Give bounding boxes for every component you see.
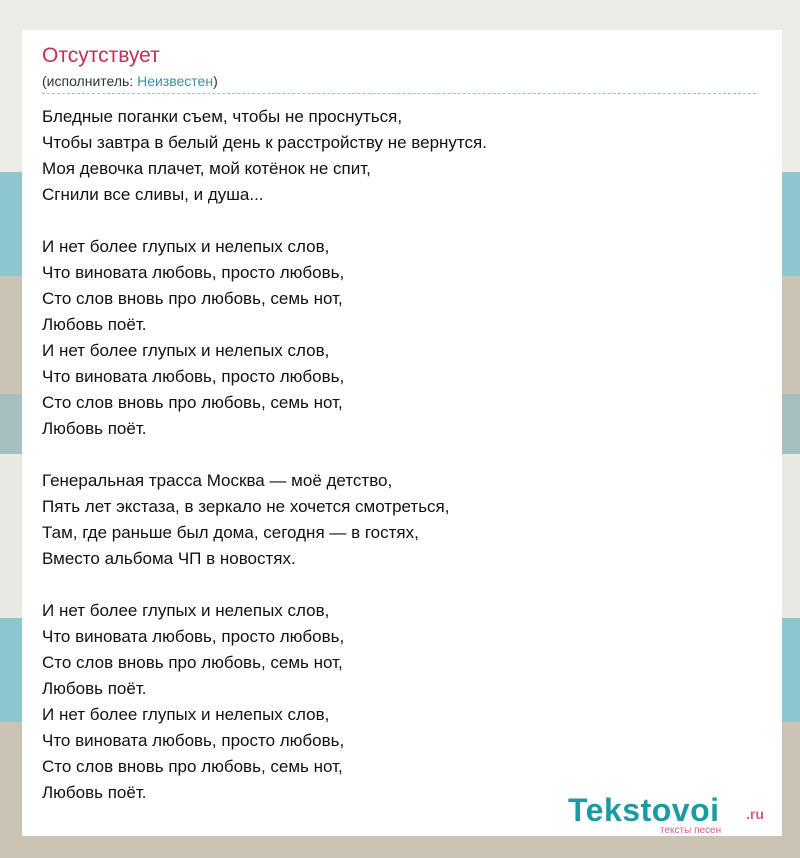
lyrics-text: [42, 104, 756, 806]
lyric-line: Любовь поёт.: [42, 315, 147, 334]
lyric-line: Сто слов вновь про любовь, семь нот,: [42, 393, 343, 412]
lyric-line: Сто слов вновь про любовь, семь нот,: [42, 653, 343, 672]
lyric-line: Любовь поёт.: [42, 419, 147, 438]
lyrics-card: [22, 30, 782, 836]
artist-link[interactable]: Неизвестен: [137, 73, 214, 89]
lyric-line: Сгнили все сливы, и душа...: [42, 185, 264, 204]
lyric-line: Что виновата любовь, просто любовь,: [42, 263, 345, 282]
song-title: Отсутствует: [42, 44, 160, 67]
lyric-line: Любовь поёт.: [42, 679, 147, 698]
logo-domain: .ru: [746, 806, 764, 822]
logo-wordmark: Tekstovoi: [568, 792, 720, 828]
lyric-line: Что виновата любовь, просто любовь,: [42, 367, 345, 386]
lyric-line: Чтобы завтра в белый день к расстройству не вернутся.: [42, 133, 487, 152]
lyric-line: И нет более глупых и нелепых слов,: [42, 705, 330, 724]
lyric-line: Там, где раньше был дома, сегодня — в гостях,: [42, 523, 419, 542]
lyric-line: И нет более глупых и нелепых слов,: [42, 341, 330, 360]
lyric-line: Сто слов вновь про любовь, семь нот,: [42, 289, 343, 308]
lyric-line: Вместо альбома ЧП в новостях.: [42, 549, 296, 568]
lyric-line: И нет более глупых и нелепых слов,: [42, 601, 330, 620]
lyric-line: Бледные поганки съем, чтобы не проснуться,: [42, 107, 403, 126]
site-logo[interactable]: [568, 792, 778, 836]
lyric-line: Сто слов вновь про любовь, семь нот,: [42, 757, 343, 776]
lyric-line: [42, 208, 756, 234]
lyric-line: Что виновата любовь, просто любовь,: [42, 627, 345, 646]
artist-line: [42, 73, 218, 89]
logo-tagline: тексты песен: [660, 825, 722, 836]
title-divider: [42, 93, 756, 94]
lyric-line: Генеральная трасса Москва — моё детство,: [42, 471, 393, 490]
lyric-line: Любовь поёт.: [42, 783, 147, 802]
lyric-line: И нет более глупых и нелепых слов,: [42, 237, 330, 256]
lyric-line: Что виновата любовь, просто любовь,: [42, 731, 345, 750]
artist-prefix: (исполнитель:: [42, 73, 138, 89]
lyric-line: Моя девочка плачет, мой котёнок не спит,: [42, 159, 371, 178]
lyric-line: Пять лет экстаза, в зеркало не хочется смотреться,: [42, 497, 450, 516]
artist-suffix: ): [213, 73, 218, 89]
lyric-line: [42, 572, 756, 598]
lyric-line: [42, 442, 756, 468]
